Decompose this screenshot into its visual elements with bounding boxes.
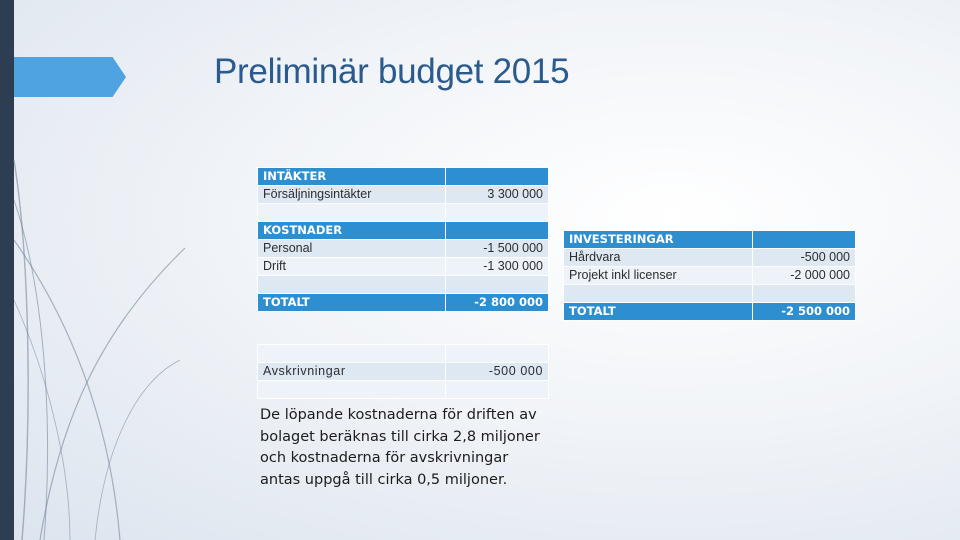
spacer-row <box>258 381 549 399</box>
total-label: TOTALT <box>564 303 753 321</box>
row-label: Drift <box>258 258 446 276</box>
total-value: -2 800 000 <box>446 294 549 312</box>
table-row <box>258 363 549 381</box>
row-value: 3 300 000 <box>446 186 549 204</box>
table-row <box>258 240 549 258</box>
arrow-accent-shape <box>14 57 126 97</box>
table-row <box>564 267 856 285</box>
row-value: -500 000 <box>753 249 856 267</box>
depreciation-table <box>257 344 549 399</box>
sidebar-accent-bar <box>0 0 14 540</box>
row-label: Personal <box>258 240 446 258</box>
income-header: INTÄKTER <box>258 168 446 186</box>
row-label: Avskrivningar <box>258 363 446 381</box>
income-header-row <box>258 168 549 186</box>
row-label: Projekt inkl licenser <box>564 267 753 285</box>
investments-table <box>563 230 856 321</box>
income-cost-table <box>257 167 549 312</box>
row-value: -1 300 000 <box>446 258 549 276</box>
table-row <box>258 258 549 276</box>
spacer-row <box>258 345 549 363</box>
row-value: -2 000 000 <box>753 267 856 285</box>
note-line: antas uppgå till cirka 0,5 miljoner. <box>260 471 508 488</box>
spacer-row <box>564 285 856 303</box>
table-row <box>564 249 856 267</box>
row-label: Försäljningsintäkter <box>258 186 446 204</box>
spacer-row <box>258 204 549 222</box>
investments-total-row <box>564 303 856 321</box>
note-line: De löpande kostnaderna för driften av <box>260 407 537 423</box>
investments-header-row <box>564 231 856 249</box>
investments-header: INVESTERINGAR <box>564 231 753 249</box>
table-row <box>258 186 549 204</box>
total-label: TOTALT <box>258 294 446 312</box>
costs-total-row <box>258 294 549 312</box>
row-value: -1 500 000 <box>446 240 549 258</box>
note-line: och kostnaderna för avskrivningar <box>260 450 509 466</box>
row-value: -500 000 <box>446 363 549 381</box>
spacer-row <box>258 276 549 294</box>
costs-header-row <box>258 222 549 240</box>
costs-header: KOSTNADER <box>258 222 446 240</box>
row-label: Hårdvara <box>564 249 753 267</box>
page-title: Preliminär budget 2015 <box>214 52 570 91</box>
note-line: bolaget beräknas till cirka 2,8 miljoner <box>260 428 540 445</box>
total-value: -2 500 000 <box>753 303 856 321</box>
budget-note <box>260 405 560 491</box>
